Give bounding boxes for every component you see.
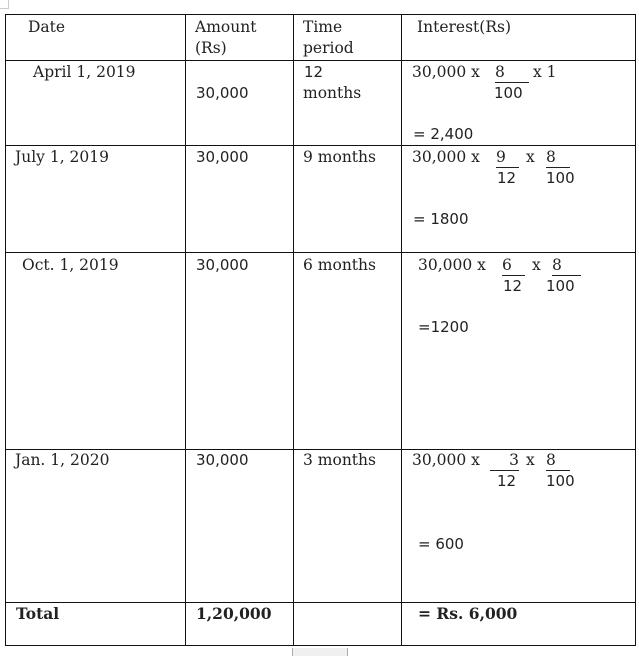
header-amount-line2: (Rs) [195,39,227,57]
row3-principal: 30,000 x [418,256,486,274]
row2-principal: 30,000 x [412,148,480,166]
row3-date: Oct. 1, 2019 [22,256,119,274]
row1-time-line1: 12 [304,63,324,81]
row4-date: Jan. 1, 2020 [15,451,110,469]
row4-fraction2-numerator: 8 [546,450,570,471]
row1-principal: 30,000 x [412,63,480,81]
header-time-line1: Time [303,18,343,36]
row3-fraction2-denominator: 100 [546,277,575,295]
row2-fraction2-denominator: 100 [546,169,575,187]
row1-multiplier: x 1 [533,63,557,81]
col-divider [185,14,186,646]
row1-amount: 30,000 [196,84,249,102]
row1-result: = 2,400 [413,125,474,143]
total-amount: 1,20,000 [196,604,272,623]
interest-table [5,14,635,646]
row3-fraction1-numerator: 6 [502,255,525,276]
total-interest: = Rs. 6,000 [418,604,518,623]
row1-date: April 1, 2019 [33,63,136,81]
page-edge-marker [292,648,348,656]
row3-amount: 30,000 [196,256,249,274]
col-divider [401,14,402,646]
row-divider [5,252,635,253]
row4-fraction2-denominator: 100 [546,472,575,490]
table-border-top [5,14,635,15]
table-border-bottom [5,645,635,646]
row3-time: 6 months [303,256,376,274]
row3-times: x [532,256,541,274]
row4-principal: 30,000 x [412,451,480,469]
row4-time: 3 months [303,451,376,469]
row4-times: x [526,451,535,469]
row2-amount: 30,000 [196,148,249,166]
row2-fraction1-denominator: 12 [497,169,517,187]
row4-result: = 600 [418,535,464,553]
header-interest: Interest(Rs) [417,18,511,36]
row-divider [5,602,635,603]
row1-time-line2: months [303,84,362,102]
row2-time: 9 months [303,148,376,166]
table-border-right [635,14,636,646]
col-divider [293,14,294,646]
row2-date: July 1, 2019 [15,148,109,166]
header-date: Date [28,18,66,36]
row4-amount: 30,000 [196,451,249,469]
header-time-line2: period [303,39,354,57]
row3-result: =1200 [418,318,469,336]
row2-times: x [526,148,535,166]
total-label: Total [16,604,60,623]
row1-fraction-denominator: 100 [494,84,523,102]
row2-result: = 1800 [413,210,469,228]
row4-fraction1-numerator: 3 [490,450,519,471]
row2-fraction1-numerator: 9 [496,147,519,168]
page-corner-marker [0,0,9,9]
row1-fraction-numerator: 8 [495,62,529,83]
header-amount-line1: Amount [195,18,257,36]
row4-fraction1-denominator: 12 [497,472,517,490]
row3-fraction2-numerator: 8 [552,255,581,276]
row2-fraction2-numerator: 8 [546,147,570,168]
col-divider [5,14,6,646]
row3-fraction1-denominator: 12 [503,277,523,295]
